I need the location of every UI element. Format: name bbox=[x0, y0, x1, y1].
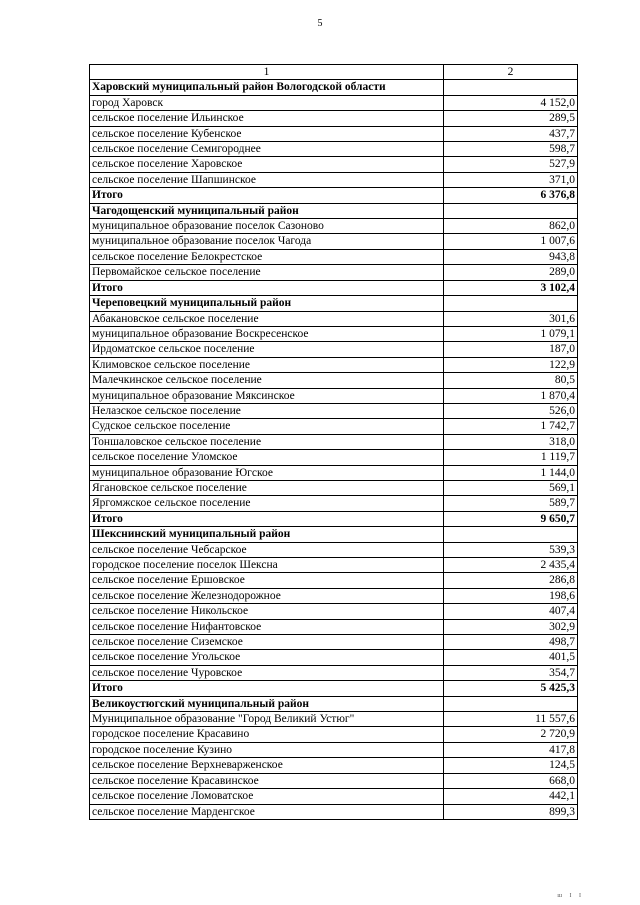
settlement-name: Первомайское сельское поселение bbox=[90, 265, 444, 280]
district-name: Чагодощенский муниципальный район bbox=[90, 203, 444, 218]
settlement-name: сельское поселение Семигороднее bbox=[90, 142, 444, 157]
amount-cell: 589,7 bbox=[444, 496, 578, 511]
table-row bbox=[90, 773, 578, 788]
amount-cell: 4 152,0 bbox=[444, 95, 578, 110]
amount-cell: 862,0 bbox=[444, 219, 578, 234]
settlement-name: городское поселение поселок Шексна bbox=[90, 558, 444, 573]
settlement-name: Тоншаловское сельское поселение bbox=[90, 434, 444, 449]
amount-cell: 187,0 bbox=[444, 342, 578, 357]
settlement-name: Абакановское сельское поселение bbox=[90, 311, 444, 326]
amount-cell: 569,1 bbox=[444, 480, 578, 495]
total-row bbox=[90, 188, 578, 203]
district-name: Харовский муниципальный район Вологодской области bbox=[90, 80, 444, 95]
settlement-name: муниципальное образование Мяксинское bbox=[90, 388, 444, 403]
settlement-name: муниципальное образование поселок Чагода bbox=[90, 234, 444, 249]
settlement-name: Муниципальное образование "Город Великий Устюг" bbox=[90, 712, 444, 727]
settlement-name: сельское поселение Харовское bbox=[90, 157, 444, 172]
table-row bbox=[90, 142, 578, 157]
amount-cell: 354,7 bbox=[444, 665, 578, 680]
total-value: 5 425,3 bbox=[444, 681, 578, 696]
table-row bbox=[90, 388, 578, 403]
table-row bbox=[90, 95, 578, 110]
settlement-name: Нелазское сельское поселение bbox=[90, 403, 444, 418]
amount-cell: 417,8 bbox=[444, 742, 578, 757]
amount-cell bbox=[444, 527, 578, 542]
settlement-name: сельское поселение Шапшинское bbox=[90, 172, 444, 187]
amount-cell: 407,4 bbox=[444, 604, 578, 619]
settlement-name: Ягановское сельское поселение bbox=[90, 480, 444, 495]
table-header-row bbox=[90, 65, 578, 80]
settlement-name: сельское поселение Чуровское bbox=[90, 665, 444, 680]
amount-cell: 437,7 bbox=[444, 126, 578, 141]
settlement-name: сельское поселение Уломское bbox=[90, 450, 444, 465]
table-row bbox=[90, 665, 578, 680]
amount-cell: 668,0 bbox=[444, 773, 578, 788]
settlement-name: Судское сельское поселение bbox=[90, 419, 444, 434]
table-row bbox=[90, 758, 578, 773]
total-label: Итого bbox=[90, 280, 444, 295]
table-row bbox=[90, 126, 578, 141]
settlement-name: сельское поселение Красавинское bbox=[90, 773, 444, 788]
amount-cell: 318,0 bbox=[444, 434, 578, 449]
settlement-name: сельское поселение Сиземское bbox=[90, 635, 444, 650]
table-row bbox=[90, 157, 578, 172]
settlement-name: Малечкинское сельское поселение bbox=[90, 373, 444, 388]
page-number: 5 bbox=[317, 18, 323, 29]
amount-cell: 442,1 bbox=[444, 789, 578, 804]
amount-cell: 198,6 bbox=[444, 588, 578, 603]
amount-cell: 1 144,0 bbox=[444, 465, 578, 480]
section-header-row bbox=[90, 203, 578, 218]
section-header-row bbox=[90, 80, 578, 95]
settlement-name: сельское поселение Верхневарженское bbox=[90, 758, 444, 773]
amount-cell bbox=[444, 80, 578, 95]
allocation-table bbox=[89, 64, 578, 820]
amount-cell: 1 742,7 bbox=[444, 419, 578, 434]
table-row bbox=[90, 650, 578, 665]
amount-cell: 401,5 bbox=[444, 650, 578, 665]
amount-cell: 302,9 bbox=[444, 619, 578, 634]
settlement-name: сельское поселение Угольское bbox=[90, 650, 444, 665]
section-header-row bbox=[90, 696, 578, 711]
total-value: 6 376,8 bbox=[444, 188, 578, 203]
amount-cell: 289,5 bbox=[444, 111, 578, 126]
total-row bbox=[90, 511, 578, 526]
amount-cell: 943,8 bbox=[444, 249, 578, 264]
settlement-name: городское поселение Кузино bbox=[90, 742, 444, 757]
amount-cell: 598,7 bbox=[444, 142, 578, 157]
amount-cell: 1 870,4 bbox=[444, 388, 578, 403]
amount-cell: 289,0 bbox=[444, 265, 578, 280]
table-row bbox=[90, 465, 578, 480]
table-row bbox=[90, 357, 578, 372]
table-row bbox=[90, 588, 578, 603]
amount-cell: 301,6 bbox=[444, 311, 578, 326]
table-row bbox=[90, 742, 578, 757]
table-row bbox=[90, 542, 578, 557]
table-row bbox=[90, 111, 578, 126]
table-row bbox=[90, 496, 578, 511]
total-label: Итого bbox=[90, 681, 444, 696]
district-name: Череповецкий муниципальный район bbox=[90, 296, 444, 311]
amount-cell bbox=[444, 203, 578, 218]
amount-cell bbox=[444, 296, 578, 311]
table-row bbox=[90, 619, 578, 634]
footer-mark: ш I I bbox=[557, 893, 584, 899]
settlement-name: сельское поселение Никольское bbox=[90, 604, 444, 619]
amount-cell: 11 557,6 bbox=[444, 712, 578, 727]
amount-cell: 80,5 bbox=[444, 373, 578, 388]
settlement-name: сельское поселение Белокрестское bbox=[90, 249, 444, 264]
amount-cell: 526,0 bbox=[444, 403, 578, 418]
header-col-2: 2 bbox=[444, 65, 578, 80]
table-row bbox=[90, 635, 578, 650]
table-row bbox=[90, 712, 578, 727]
total-row bbox=[90, 280, 578, 295]
table-row bbox=[90, 727, 578, 742]
settlement-name: городское поселение Красавино bbox=[90, 727, 444, 742]
settlement-name: сельское поселение Железнодорожное bbox=[90, 588, 444, 603]
section-header-row bbox=[90, 296, 578, 311]
amount-cell: 1 007,6 bbox=[444, 234, 578, 249]
amount-cell: 527,9 bbox=[444, 157, 578, 172]
header-col-1: 1 bbox=[90, 65, 444, 80]
amount-cell: 122,9 bbox=[444, 357, 578, 372]
amount-cell: 1 119,7 bbox=[444, 450, 578, 465]
district-name: Шекснинский муниципальный район bbox=[90, 527, 444, 542]
table-row bbox=[90, 419, 578, 434]
total-row bbox=[90, 681, 578, 696]
settlement-name: сельское поселение Кубенское bbox=[90, 126, 444, 141]
total-value: 9 650,7 bbox=[444, 511, 578, 526]
table-row bbox=[90, 434, 578, 449]
table-row bbox=[90, 450, 578, 465]
settlement-name: сельское поселение Нифантовское bbox=[90, 619, 444, 634]
settlement-name: город Харовск bbox=[90, 95, 444, 110]
amount-cell: 2 720,9 bbox=[444, 727, 578, 742]
amount-cell: 498,7 bbox=[444, 635, 578, 650]
settlement-name: сельское поселение Ломоватское bbox=[90, 789, 444, 804]
table-row bbox=[90, 480, 578, 495]
amount-cell: 2 435,4 bbox=[444, 558, 578, 573]
amount-cell: 286,8 bbox=[444, 573, 578, 588]
table-row bbox=[90, 219, 578, 234]
table-row bbox=[90, 326, 578, 341]
amount-cell: 371,0 bbox=[444, 172, 578, 187]
table-row bbox=[90, 265, 578, 280]
settlement-name: Климовское сельское поселение bbox=[90, 357, 444, 372]
settlement-name: Ирдоматское сельское поселение bbox=[90, 342, 444, 357]
settlement-name: Яргомжское сельское поселение bbox=[90, 496, 444, 511]
district-name: Великоустюгский муниципальный район bbox=[90, 696, 444, 711]
table-row bbox=[90, 342, 578, 357]
amount-cell bbox=[444, 696, 578, 711]
table-row bbox=[90, 403, 578, 418]
settlement-name: сельское поселение Ершовское bbox=[90, 573, 444, 588]
amount-cell: 899,3 bbox=[444, 804, 578, 819]
settlement-name: сельское поселение Чебсарское bbox=[90, 542, 444, 557]
amount-cell: 124,5 bbox=[444, 758, 578, 773]
settlement-name: муниципальное образование поселок Сазоново bbox=[90, 219, 444, 234]
table-row bbox=[90, 804, 578, 819]
settlement-name: сельское поселение Марденгское bbox=[90, 804, 444, 819]
table-row bbox=[90, 604, 578, 619]
total-label: Итого bbox=[90, 188, 444, 203]
total-value: 3 102,4 bbox=[444, 280, 578, 295]
table-row bbox=[90, 373, 578, 388]
table-row bbox=[90, 249, 578, 264]
table-row bbox=[90, 558, 578, 573]
table-row bbox=[90, 789, 578, 804]
settlement-name: муниципальное образование Югское bbox=[90, 465, 444, 480]
total-label: Итого bbox=[90, 511, 444, 526]
section-header-row bbox=[90, 527, 578, 542]
amount-cell: 1 079,1 bbox=[444, 326, 578, 341]
table-row bbox=[90, 573, 578, 588]
table-row bbox=[90, 311, 578, 326]
amount-cell: 539,3 bbox=[444, 542, 578, 557]
settlement-name: муниципальное образование Воскресенское bbox=[90, 326, 444, 341]
table-row bbox=[90, 234, 578, 249]
table-row bbox=[90, 172, 578, 187]
settlement-name: сельское поселение Ильинское bbox=[90, 111, 444, 126]
